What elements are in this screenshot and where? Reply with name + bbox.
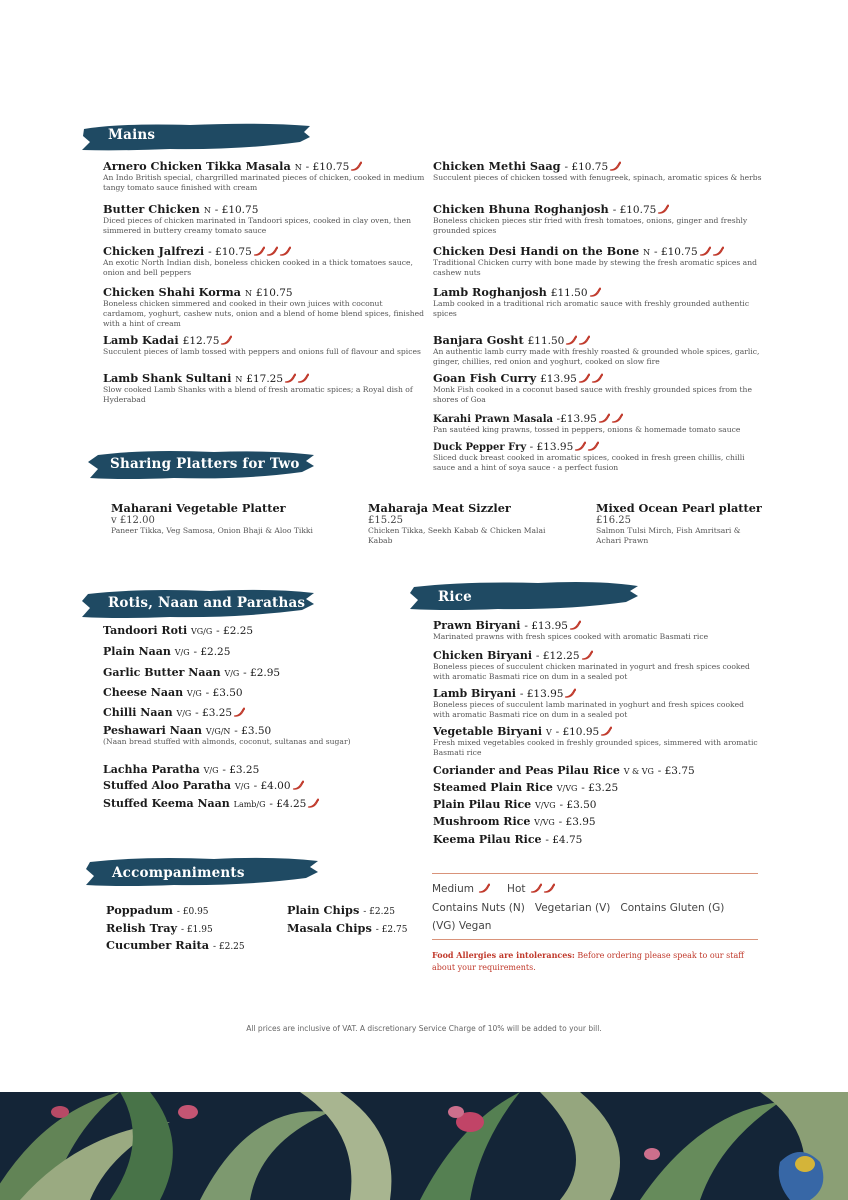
platter-item	[596, 501, 766, 546]
menu-item	[433, 687, 763, 720]
item-price: - £13.95	[524, 620, 568, 632]
menu-item-title	[103, 333, 425, 347]
chili-icon	[608, 159, 621, 173]
item-dietary-tag: V/G	[176, 709, 192, 718]
item-name: Lachha Paratha	[103, 763, 200, 776]
item-price: - £2.25	[212, 942, 245, 952]
item-price: - £2.25	[193, 646, 231, 658]
item-description: Marinated prawns with fresh spices cooked with aromatic Basmati rice	[433, 632, 709, 641]
item-name: Goan Fish Curry	[433, 371, 537, 385]
menu-item	[103, 333, 425, 357]
item-name: Chicken Desi Handi on the Bone	[433, 244, 640, 258]
item-price: - £3.95	[558, 816, 596, 828]
legend-dietary: Contains Nuts (N) Vegetarian (V) Contains Gluten (G)	[432, 902, 725, 914]
item-description: Slow cooked Lamb Shanks with a blend of fresh aromatic spices; a Royal dish of Hyderabad	[103, 385, 413, 404]
platter-price: v £12.00	[111, 515, 155, 526]
menu-item-title	[103, 202, 425, 216]
menu-item	[433, 764, 763, 777]
item-description: Lamb cooked in a traditional rich aromatic sauce with freshly grounded authentic spices	[433, 299, 750, 318]
item-name: Poppadum	[106, 903, 173, 917]
chili-icon	[529, 883, 555, 895]
item-description: Succulent pieces of lamb tossed with peppers and onions full of flavour and spices	[103, 347, 421, 356]
menu-item-title	[433, 371, 765, 385]
platter-description: Paneer Tikka, Veg Samosa, Onion Bhaji & Aloo Tikki	[111, 526, 313, 535]
item-price: - £4.75	[545, 834, 583, 846]
platter-description: Salmon Tulsi Mirch, Fish Amritsari & Achari Prawn	[596, 526, 741, 545]
legend-rule-top	[432, 873, 758, 874]
menu-item-title	[433, 159, 765, 173]
section-title-rotis: Rotis, Naan and Parathas	[108, 595, 306, 611]
menu-item	[433, 371, 765, 405]
menu-item-title	[103, 797, 403, 810]
menu-item-title	[433, 244, 765, 258]
item-name: Steamed Plain Rice	[433, 781, 553, 794]
item-name: Prawn Biryani	[433, 619, 521, 632]
item-dietary-tag: V/VG	[535, 801, 556, 810]
item-name: Plain Naan	[103, 645, 171, 658]
item-description: Pan sautéed king prawns, tossed in peppers, onions & homemade tomato sauce	[433, 425, 741, 434]
item-description: An Indo British special, chargrilled marinated pieces of chicken, cooked in medium tangy tomato sauce finished with cream	[103, 173, 425, 192]
item-price: - £3.50	[234, 725, 272, 737]
chili-icon	[252, 244, 291, 258]
menu-item	[433, 619, 763, 642]
item-description: (Naan bread stuffed with almonds, coconut, sultanas and sugar)	[103, 737, 351, 746]
item-name: Chicken Bhuna Roghanjosh	[433, 202, 609, 216]
item-description: Monk Fish cooked in a coconut based sauce with freshly grounded spices from the shores of Goa	[433, 385, 752, 404]
item-price: - £13.95	[529, 441, 574, 453]
accompaniment-item	[287, 921, 407, 935]
menu-item	[103, 686, 403, 699]
banner-rice	[408, 578, 640, 612]
item-description: Diced pieces of chicken marinated in Tandoori spices, cooked in clay oven, then simmered in buttery creamy tomato sauce	[103, 216, 412, 235]
item-description: Succulent pieces of chicken tossed with fenugreek, spinach, aromatic spices & herbs	[433, 173, 762, 182]
item-price: -£13.95	[556, 413, 597, 425]
item-name: Karahi Prawn Masala	[433, 414, 554, 425]
chili-icon	[698, 244, 724, 258]
allergy-notice	[432, 949, 752, 974]
item-price: - £3.50	[559, 799, 597, 811]
menu-item	[103, 779, 403, 792]
legend-medium: Medium	[432, 883, 474, 895]
item-name: Chicken Jalfrezi	[103, 244, 205, 258]
item-name: Plain Chips	[287, 903, 360, 917]
menu-item	[103, 645, 403, 658]
menu-item-title	[433, 285, 765, 299]
item-description: Boneless chicken simmered and cooked in their own juices with coconut cardamom, yoghurt, cashew nuts, onion and a blend of home blend spices, finished with a hint of cream	[103, 299, 424, 328]
menu-item	[433, 798, 763, 811]
platter-item	[111, 501, 341, 536]
item-name: Arnero Chicken Tikka Masala	[103, 159, 291, 173]
chili-icon	[283, 371, 309, 385]
menu-item-title	[433, 333, 765, 347]
platter-name: Maharani Vegetable Platter	[111, 501, 286, 515]
chili-icon	[219, 333, 232, 347]
item-price: - £2.25	[363, 907, 395, 917]
item-price: - £12.25	[535, 650, 580, 662]
menu-item	[103, 624, 403, 637]
item-description: Boneless pieces of succulent chicken marinated in yogurt and fresh spices cooked with aromatic Basmati rice on dum in a sealed pot	[433, 662, 750, 681]
menu-item-title	[433, 781, 763, 794]
item-description: Boneless pieces of succulent lamb marinated in yoghurt and fresh spices cooked with aromatic Basmati rice on dum in a sealed pot	[433, 700, 744, 719]
chili-icon	[599, 725, 612, 738]
menu-item	[103, 724, 403, 747]
menu-item-title	[103, 371, 425, 385]
item-name: Cheese Naan	[103, 686, 184, 699]
item-description: Fresh mixed vegetables cooked in freshly grounded spices, simmered with aromatic Basmati rice	[433, 738, 758, 757]
item-price: - £10.75	[654, 246, 698, 258]
menu-item	[103, 666, 403, 679]
accompaniment-item	[106, 938, 245, 952]
item-price: - £4.00	[253, 780, 291, 792]
chili-icon	[573, 442, 599, 453]
item-name: Mushroom Rice	[433, 815, 531, 828]
item-dietary-tag: V & VG	[623, 767, 654, 776]
menu-item	[433, 815, 763, 828]
menu-item-title	[103, 763, 403, 776]
menu-item-title	[433, 619, 763, 632]
menu-item	[433, 159, 765, 183]
item-name: Stuffed Aloo Paratha	[103, 779, 232, 792]
chili-icon	[232, 706, 245, 719]
item-dietary-tag: Lamb/G	[233, 800, 266, 809]
menu-item-title	[433, 833, 763, 846]
chili-icon	[563, 687, 576, 700]
menu-item	[433, 781, 763, 794]
legend-spice	[432, 883, 555, 895]
item-name: Cucumber Raita	[106, 938, 210, 952]
item-name: Coriander and Peas Pilau Rice	[433, 764, 620, 777]
item-name: Chicken Biryani	[433, 649, 533, 662]
section-title-sharing: Sharing Platters for Two	[110, 456, 300, 472]
item-name: Relish Tray	[106, 921, 178, 935]
item-price: - £3.75	[657, 765, 695, 777]
accompaniment-item	[287, 903, 395, 917]
item-description: Traditional Chicken curry with bone made by stewing the fresh aromatic spices and cashew nuts	[433, 258, 757, 277]
item-description: Sliced duck breast cooked in aromatic spices, cooked in fresh green chillis, chilli sauce and a hint of soya sauce - a perfect fusion	[433, 453, 745, 472]
item-name: Lamb Shank Sultani	[103, 371, 232, 385]
item-name: Duck Pepper Fry	[433, 442, 527, 453]
item-price: - £2.25	[216, 625, 254, 637]
chili-icon	[568, 619, 581, 632]
item-price: £17.25	[246, 373, 284, 385]
item-name: Peshawari Naan	[103, 724, 202, 737]
chili-icon	[588, 285, 601, 299]
platter-name: Mixed Ocean Pearl platter	[596, 501, 762, 515]
item-price: - £2.95	[243, 667, 281, 679]
item-name: Keema Pilau Rice	[433, 833, 542, 846]
item-name: Chilli Naan	[103, 706, 173, 719]
item-description: Boneless chicken pieces stir fried with fresh tomatoes, onions, ginger and freshly grounded spices	[433, 216, 748, 235]
menu-item-title	[433, 687, 763, 700]
footer-vat-note: All prices are inclusive of VAT. A discretionary Service Charge of 10% will be added to your bill.	[246, 1024, 602, 1033]
chili-icon	[577, 371, 603, 385]
item-price: - £0.95	[176, 907, 209, 917]
item-dietary-tag: VG/G	[191, 627, 213, 636]
platter-item	[368, 501, 568, 546]
menu-item	[433, 413, 765, 435]
menu-item-title	[433, 798, 763, 811]
item-dietary-tag: N	[244, 289, 252, 298]
menu-item-title	[433, 649, 763, 662]
item-price: £11.50	[550, 287, 588, 299]
menu-item	[103, 371, 425, 405]
item-price: £11.50	[527, 335, 565, 347]
item-price: - £3.25	[581, 782, 619, 794]
chili-icon	[597, 414, 623, 425]
item-price: - £4.25	[269, 798, 307, 810]
menu-item	[433, 725, 763, 758]
legend-rule-bottom	[432, 939, 758, 940]
menu-item-title	[103, 624, 403, 637]
menu-item	[433, 202, 765, 236]
item-price: - £10.95	[555, 726, 600, 738]
accompaniment-item	[106, 903, 209, 917]
menu-item	[103, 706, 403, 719]
menu-item-title	[103, 159, 425, 173]
chili-icon	[564, 333, 590, 347]
banner-mains	[80, 120, 312, 154]
menu-item	[433, 333, 765, 367]
menu-item-title	[103, 724, 403, 737]
item-name: Banjara Gosht	[433, 333, 524, 347]
banner-rotis	[80, 586, 316, 620]
item-price: - £10.75	[305, 161, 350, 173]
menu-item	[433, 441, 765, 473]
chili-icon	[306, 797, 319, 810]
item-price: £10.75	[255, 287, 293, 299]
platter-name: Maharaja Meat Sizzler	[368, 501, 511, 515]
item-name: Tandoori Roti	[103, 624, 188, 637]
menu-item	[103, 159, 425, 193]
menu-item-title	[103, 686, 403, 699]
item-name: Vegetable Biryani	[433, 725, 543, 738]
allergy-text: Before ordering please speak to our staff about your requirements.	[432, 951, 744, 972]
menu-item-title	[103, 706, 403, 719]
legend-hot: Hot	[507, 883, 526, 895]
item-price: - £3.25	[195, 707, 233, 719]
menu-item	[103, 763, 403, 776]
item-price: £13.95	[540, 373, 577, 385]
platter-description: Chicken Tikka, Seekh Kabab & Chicken Malai Kabab	[368, 526, 546, 545]
menu-item	[433, 649, 763, 682]
menu-item-title	[433, 764, 763, 777]
menu-item	[433, 833, 763, 846]
menu-item-title	[433, 725, 763, 738]
menu-item	[103, 285, 425, 329]
item-dietary-tag: N	[643, 248, 651, 257]
item-description: An authentic lamb curry made with freshly roasted & grounded whole spices, garlic, ginger, chillies, red onion and yoghurt, cooked on slow fire	[433, 347, 760, 366]
chili-icon	[656, 202, 669, 216]
chili-icon	[349, 159, 362, 173]
platter-price: £15.25	[368, 515, 403, 526]
item-dietary-tag: V/G	[224, 669, 240, 678]
item-price: - £3.50	[205, 687, 243, 699]
item-price: - £2.75	[375, 925, 408, 935]
banner-sharing	[84, 447, 316, 481]
item-name: Chicken Shahi Korma	[103, 285, 241, 299]
menu-item	[103, 202, 425, 236]
item-dietary-tag: V/G/N	[205, 727, 231, 736]
item-dietary-tag: V/G	[203, 766, 219, 775]
section-title-mains: Mains	[108, 127, 156, 143]
menu-item	[433, 285, 765, 319]
menu-item-title	[103, 645, 403, 658]
item-dietary-tag: N	[235, 375, 243, 384]
item-price: - £10.75	[564, 161, 609, 173]
menu-item-title	[103, 666, 403, 679]
item-price: £12.75	[182, 335, 220, 347]
item-price: - £1.95	[181, 925, 213, 935]
menu-item	[433, 244, 765, 278]
menu-item-title	[433, 441, 765, 453]
section-title-accompaniments: Accompaniments	[112, 865, 245, 881]
chili-icon	[477, 883, 490, 895]
item-description: An exotic North Indian dish, boneless chicken cooked in a thick tomatoes sauce, onion and bell peppers	[103, 258, 413, 277]
chili-icon	[580, 649, 593, 662]
item-price: - £13.95	[519, 688, 564, 700]
item-dietary-tag: V/G	[234, 782, 250, 791]
item-name: Stuffed Keema Naan	[103, 797, 230, 810]
item-dietary-tag: V/G	[174, 648, 190, 657]
tropical-foliage-band	[0, 1092, 848, 1200]
menu-item-title	[433, 413, 765, 425]
item-dietary-tag: N	[294, 163, 302, 172]
item-dietary-tag: N	[203, 206, 211, 215]
menu-item-title	[103, 244, 425, 258]
menu-item-title	[103, 285, 425, 299]
item-dietary-tag: V	[545, 728, 552, 737]
legend-vegan: (VG) Vegan	[432, 920, 492, 932]
menu-item	[103, 244, 425, 278]
section-title-rice: Rice	[438, 589, 472, 605]
item-name: Lamb Biryani	[433, 687, 516, 700]
platter-price: £16.25	[596, 515, 631, 526]
menu-item	[103, 797, 403, 810]
item-dietary-tag: V/VG	[556, 784, 578, 793]
allergy-heading: Food Allergies are intolerances:	[432, 950, 575, 960]
item-dietary-tag: V/G	[186, 689, 202, 698]
item-name: Masala Chips	[287, 921, 372, 935]
item-price: - £10.75	[214, 204, 259, 216]
item-name: Chicken Methi Saag	[433, 159, 561, 173]
item-name: Butter Chicken	[103, 202, 200, 216]
item-name: Lamb Kadai	[103, 333, 179, 347]
menu-item-title	[433, 815, 763, 828]
banner-accompaniments	[84, 854, 320, 888]
menu-item-title	[433, 202, 765, 216]
item-price: - £10.75	[208, 246, 252, 258]
item-name: Lamb Roghanjosh	[433, 285, 547, 299]
item-price: - £10.75	[612, 204, 657, 216]
accompaniment-item	[106, 921, 213, 935]
menu-item-title	[103, 779, 403, 792]
item-price: - £3.25	[222, 764, 260, 776]
item-name: Plain Pilau Rice	[433, 798, 532, 811]
item-name: Garlic Butter Naan	[103, 666, 221, 679]
item-dietary-tag: V/VG	[534, 818, 555, 827]
chili-icon	[291, 779, 304, 792]
